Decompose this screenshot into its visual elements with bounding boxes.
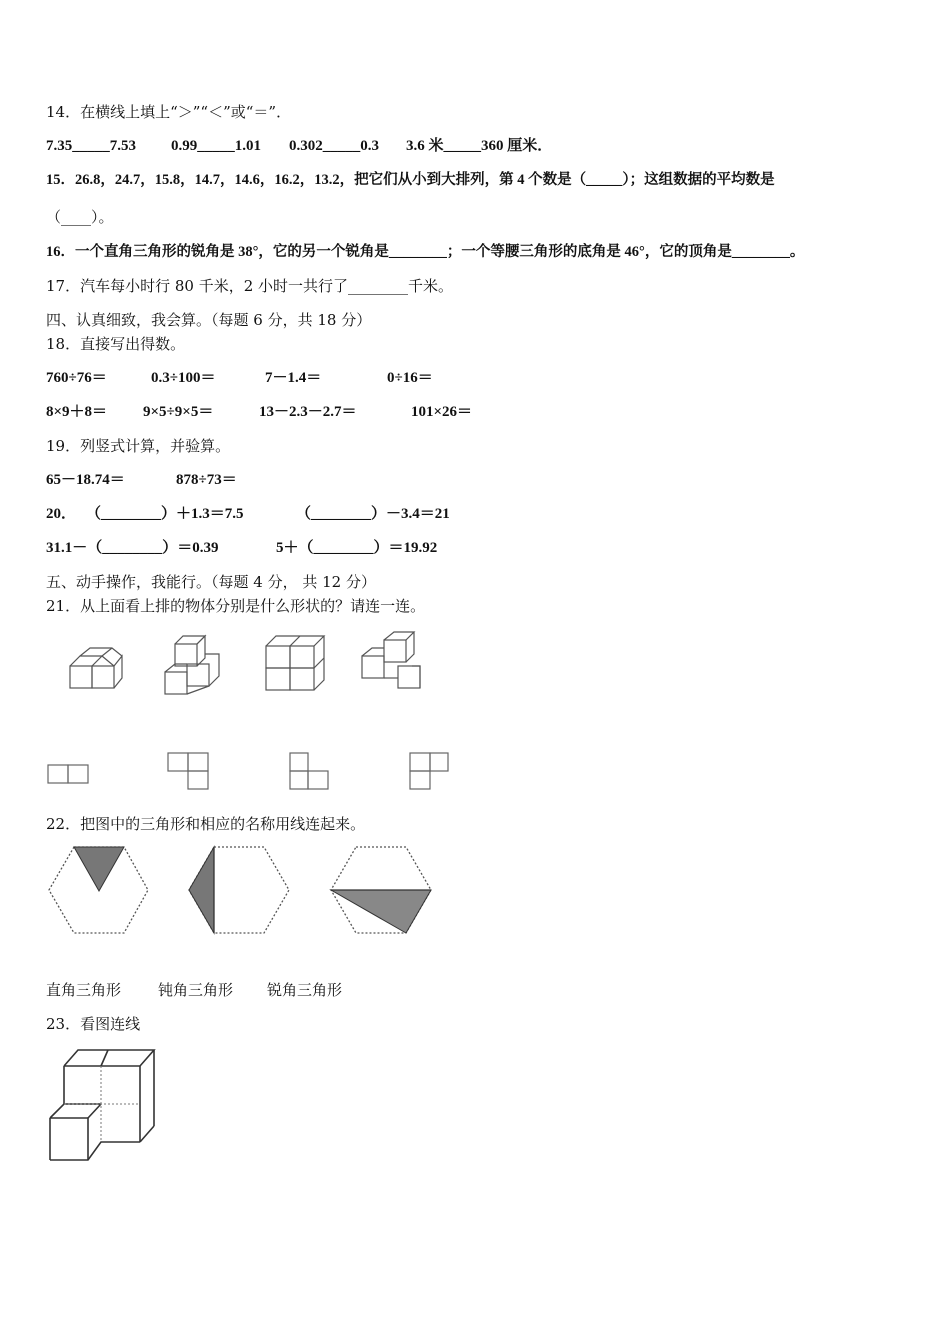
- q18-r1-c2: 0.3÷100＝: [151, 370, 216, 386]
- q14-item-1[interactable]: 7.35_____7.53: [46, 138, 136, 154]
- q18-r2-c4: 101×26＝: [411, 404, 473, 420]
- q22-label-obtuse[interactable]: 钝角三角形: [158, 981, 234, 999]
- q17-text: 17．汽车每小时行 80 千米，2 小时一共行了________千米。: [46, 277, 454, 295]
- q22-label-right[interactable]: 直角三角形: [46, 981, 122, 999]
- q14-item-4[interactable]: 3.6 米_____360 厘米．: [406, 138, 553, 154]
- q23-title: 23．看图连线: [46, 1015, 141, 1033]
- q20-num: 20．: [46, 506, 77, 522]
- q18-title: 18．直接写出得数。: [46, 335, 186, 353]
- q14-item-3[interactable]: 0.302_____0.3: [289, 138, 379, 154]
- q18-r2-c2: 9×5÷9×5＝: [143, 404, 214, 420]
- q19-item-2: 878÷73＝: [176, 472, 237, 488]
- q20-item-1[interactable]: （________）＋1.3＝7.5: [86, 506, 244, 522]
- q14-title: 14．在横线上填上“＞”“＜”或“＝”．: [46, 103, 292, 121]
- q14-item-2[interactable]: 0.99_____1.01: [171, 138, 261, 154]
- q22-title: 22．把图中的三角形和相应的名称用线连起来。: [46, 815, 366, 833]
- section4-title: 四、认真细致，我会算。（每题 6 分，共 18 分）: [46, 311, 372, 329]
- q20-item-3[interactable]: 31.1－（________）＝0.39: [46, 540, 219, 556]
- q15-line1: 15．26.8，24.7，15.8，14.7，14.6，16.2，13.2，把它们从小到大排列，第 4 个数是（_____）；这组数据的平均数是: [46, 172, 775, 188]
- q18-r2-c1: 8×9＋8＝: [46, 404, 108, 420]
- q18-r1-c3: 7－1.4＝: [265, 370, 322, 386]
- section5-title: 五、动手操作，我能行。（每题 4 分， 共 12 分）: [46, 573, 376, 591]
- q16-text: 16．一个直角三角形的锐角是 38°，它的另一个锐角是________；一个等腰三角形的底角是 46°，它的顶角是________。: [46, 244, 805, 260]
- q19-title: 19．列竖式计算，并验算。: [46, 437, 231, 455]
- q18-r2-c3: 13－2.3－2.7＝: [259, 404, 357, 420]
- q21-title: 21．从上面看上排的物体分别是什么形状的？请连一连。: [46, 597, 426, 615]
- q19-item-1: 65－18.74＝: [46, 472, 125, 488]
- q22-label-acute[interactable]: 锐角三角形: [267, 981, 343, 999]
- q20-item-2[interactable]: （________）－3.4＝21: [296, 506, 450, 522]
- q18-r1-c1: 760÷76＝: [46, 370, 107, 386]
- q18-r1-c4: 0÷16＝: [387, 370, 433, 386]
- q15-line2: （____）。: [46, 208, 114, 226]
- q20-item-4[interactable]: 5＋（________）＝19.92: [276, 540, 438, 556]
